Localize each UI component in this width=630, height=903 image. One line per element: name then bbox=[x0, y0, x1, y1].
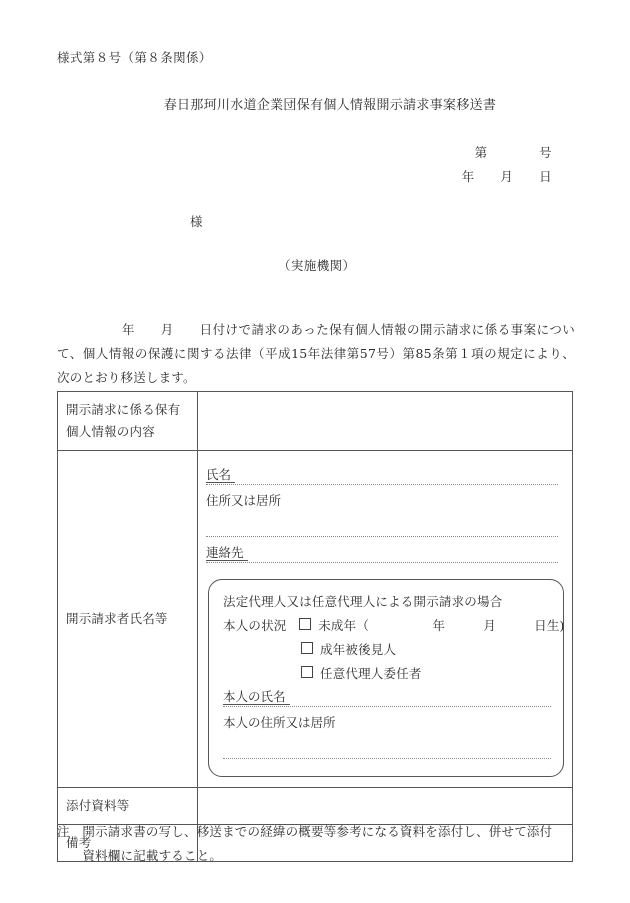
field-principal-name[interactable] bbox=[223, 686, 551, 712]
dotted-rule bbox=[223, 706, 551, 707]
row-label-disclosure-content: 開示請求に係る保有個人情報の内容 bbox=[66, 402, 181, 439]
checkbox-voluntary-agent-label: 任意代理人委任者 bbox=[320, 666, 422, 681]
field-address-continuation[interactable] bbox=[206, 517, 564, 543]
principal-status-row-2 bbox=[223, 638, 551, 662]
field-principal-address-label: 本人の住所又は居所 bbox=[223, 715, 340, 730]
field-contact[interactable] bbox=[206, 543, 564, 569]
requester-fields bbox=[198, 451, 572, 569]
row-label-cell-requester bbox=[58, 451, 198, 788]
row-label-requester: 開示請求者氏名等 bbox=[66, 611, 168, 626]
field-principal-address-continuation[interactable] bbox=[223, 738, 551, 764]
field-address-label: 住所又は居所 bbox=[206, 493, 285, 508]
field-address[interactable] bbox=[206, 491, 564, 517]
field-name[interactable] bbox=[206, 465, 564, 491]
checkbox-minor[interactable] bbox=[299, 618, 311, 630]
row-value-disclosure-content[interactable] bbox=[198, 392, 573, 451]
dotted-rule bbox=[206, 562, 558, 563]
form-table bbox=[57, 391, 573, 862]
table-row bbox=[58, 392, 573, 451]
addressee-honorific: 様 bbox=[190, 214, 203, 229]
table-row bbox=[58, 788, 573, 825]
checkbox-adult-ward-label: 成年被後見人 bbox=[320, 642, 397, 657]
principal-status-row-1 bbox=[223, 614, 565, 638]
field-principal-name-label: 本人の氏名 bbox=[223, 689, 290, 705]
principal-status-row-3 bbox=[223, 662, 551, 686]
row-label-attachments: 添付資料等 bbox=[66, 798, 130, 813]
page-title: 春日那珂川水道企業団保有個人情報開示請求事案移送書 bbox=[163, 98, 497, 113]
body-paragraph: 年 月 日付けで請求のあった保有個人情報の開示請求に係る事案について、個人情報の保護に関する法律（平成15年法律第57号）第85条第１項の規定により、次のとおり移送します。 bbox=[57, 322, 575, 385]
footnote: 注 開示請求書の写し、移送までの経緯の概要等参考になる資料を添付し、併せて添付 資料欄に記載すること。 bbox=[57, 824, 553, 863]
field-principal-address[interactable] bbox=[223, 712, 551, 738]
checkbox-adult-ward[interactable] bbox=[301, 642, 313, 654]
checkbox-minor-label: 未成年（ 年 月 日生) bbox=[318, 618, 565, 633]
dotted-rule bbox=[206, 484, 558, 485]
row-label-cell-attachments bbox=[58, 788, 198, 825]
field-name-label: 氏名 bbox=[206, 467, 235, 483]
row-label-cell-disclosure-content bbox=[58, 392, 198, 451]
form-code: 様式第８号（第８条関係） bbox=[57, 50, 212, 65]
document-date-field: 年 月 日 bbox=[461, 169, 552, 184]
field-contact-label: 連絡先 bbox=[206, 545, 248, 561]
agency-label: （実施機関） bbox=[278, 258, 356, 273]
dotted-rule bbox=[223, 758, 551, 759]
table-row bbox=[58, 451, 573, 788]
row-value-attachments[interactable] bbox=[198, 788, 573, 825]
principal-status-label: 本人の状況 bbox=[223, 618, 287, 633]
agent-request-box bbox=[208, 579, 564, 777]
row-label-remarks: 備考 bbox=[66, 835, 92, 850]
checkbox-voluntary-agent[interactable] bbox=[301, 666, 313, 678]
dotted-rule bbox=[206, 536, 558, 537]
agent-box-title: 法定代理人又は任意代理人による開示請求の場合 bbox=[223, 594, 503, 609]
document-number-field: 第 号 bbox=[474, 145, 552, 160]
row-value-requester[interactable] bbox=[198, 451, 573, 788]
